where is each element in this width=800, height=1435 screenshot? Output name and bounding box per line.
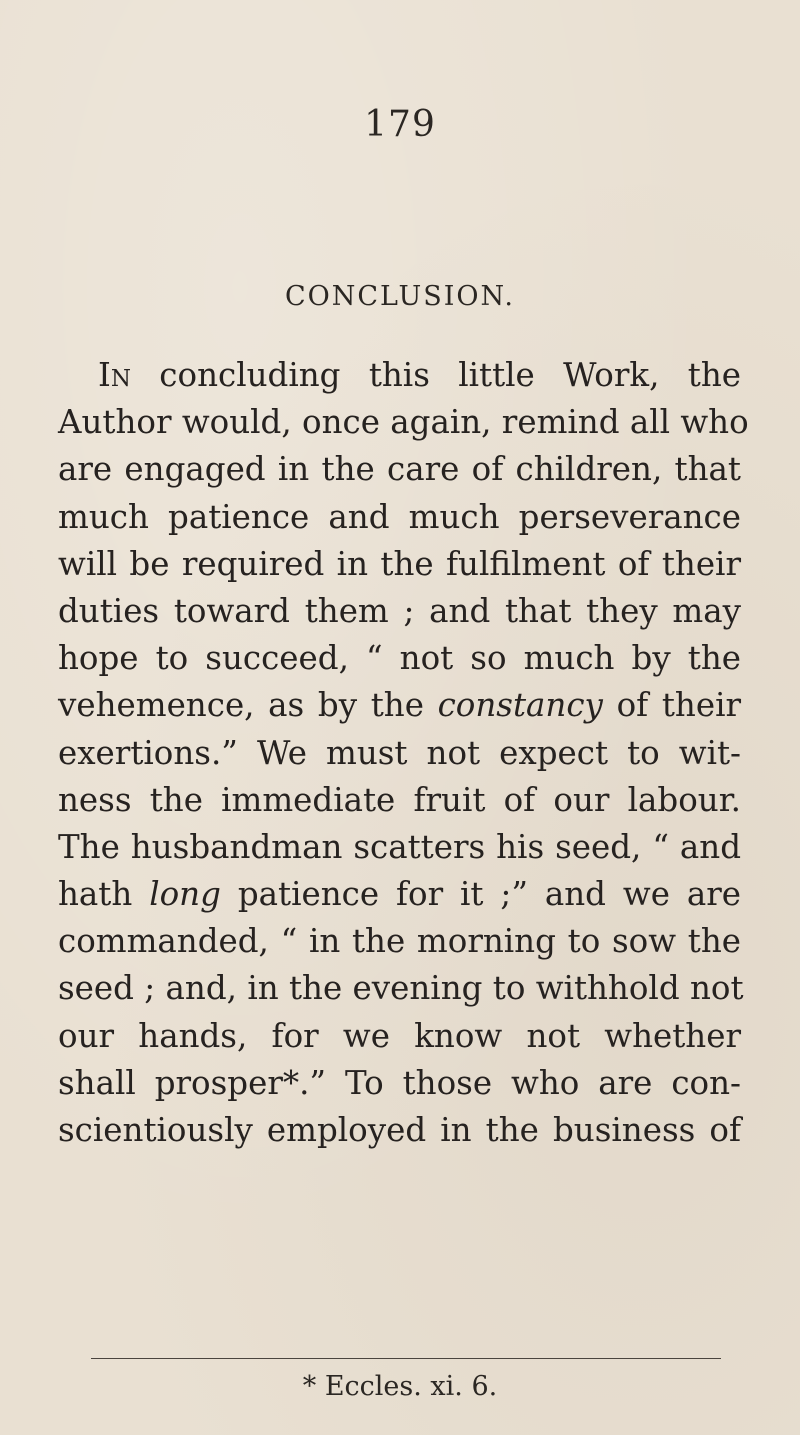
- drop-word: In: [98, 356, 131, 394]
- text-line: exertions.” We must not expect to wit-: [58, 733, 741, 772]
- text-line: much patience and much perseverance: [58, 497, 741, 536]
- page-number: 179: [364, 104, 436, 145]
- text-line: shall prosper*.” To those who are con-: [58, 1063, 741, 1102]
- text-line: are engaged in the care of children, that: [58, 450, 741, 489]
- text-line: ness the immediate fruit of our labour.: [58, 780, 741, 819]
- footnote-divider: [91, 1358, 721, 1359]
- footnote: * Eccles. xi. 6.: [302, 1371, 498, 1402]
- text-line: duties toward them ; and that they may: [58, 591, 741, 630]
- text-line: In concluding this little Work, the: [98, 356, 741, 394]
- body-paragraph: [58, 352, 749, 1154]
- text-line: seed ; and, in the evening to withhold not: [58, 969, 744, 1008]
- italic-word: constancy: [437, 686, 603, 725]
- text-line: The husbandman scatters his seed, “ and: [58, 827, 741, 866]
- text-line: our hands, for we know not whether: [58, 1016, 741, 1055]
- text-line: Author would, once again, remind all who: [58, 403, 749, 442]
- text-line: hope to succeed, “ not so much by the: [58, 639, 741, 678]
- italic-word: long: [149, 875, 221, 914]
- text-line: vehemence, as by the constancy of their: [58, 686, 741, 725]
- chapter-heading: CONCLUSION.: [284, 281, 516, 312]
- text-line: hath long patience for it ;” and we are: [58, 875, 741, 914]
- text-line: will be required in the fulfilment of their: [58, 544, 741, 583]
- text-line: scientiously employed in the business of: [58, 1111, 741, 1149]
- text-line: commanded, “ in the morning to sow the: [58, 922, 741, 961]
